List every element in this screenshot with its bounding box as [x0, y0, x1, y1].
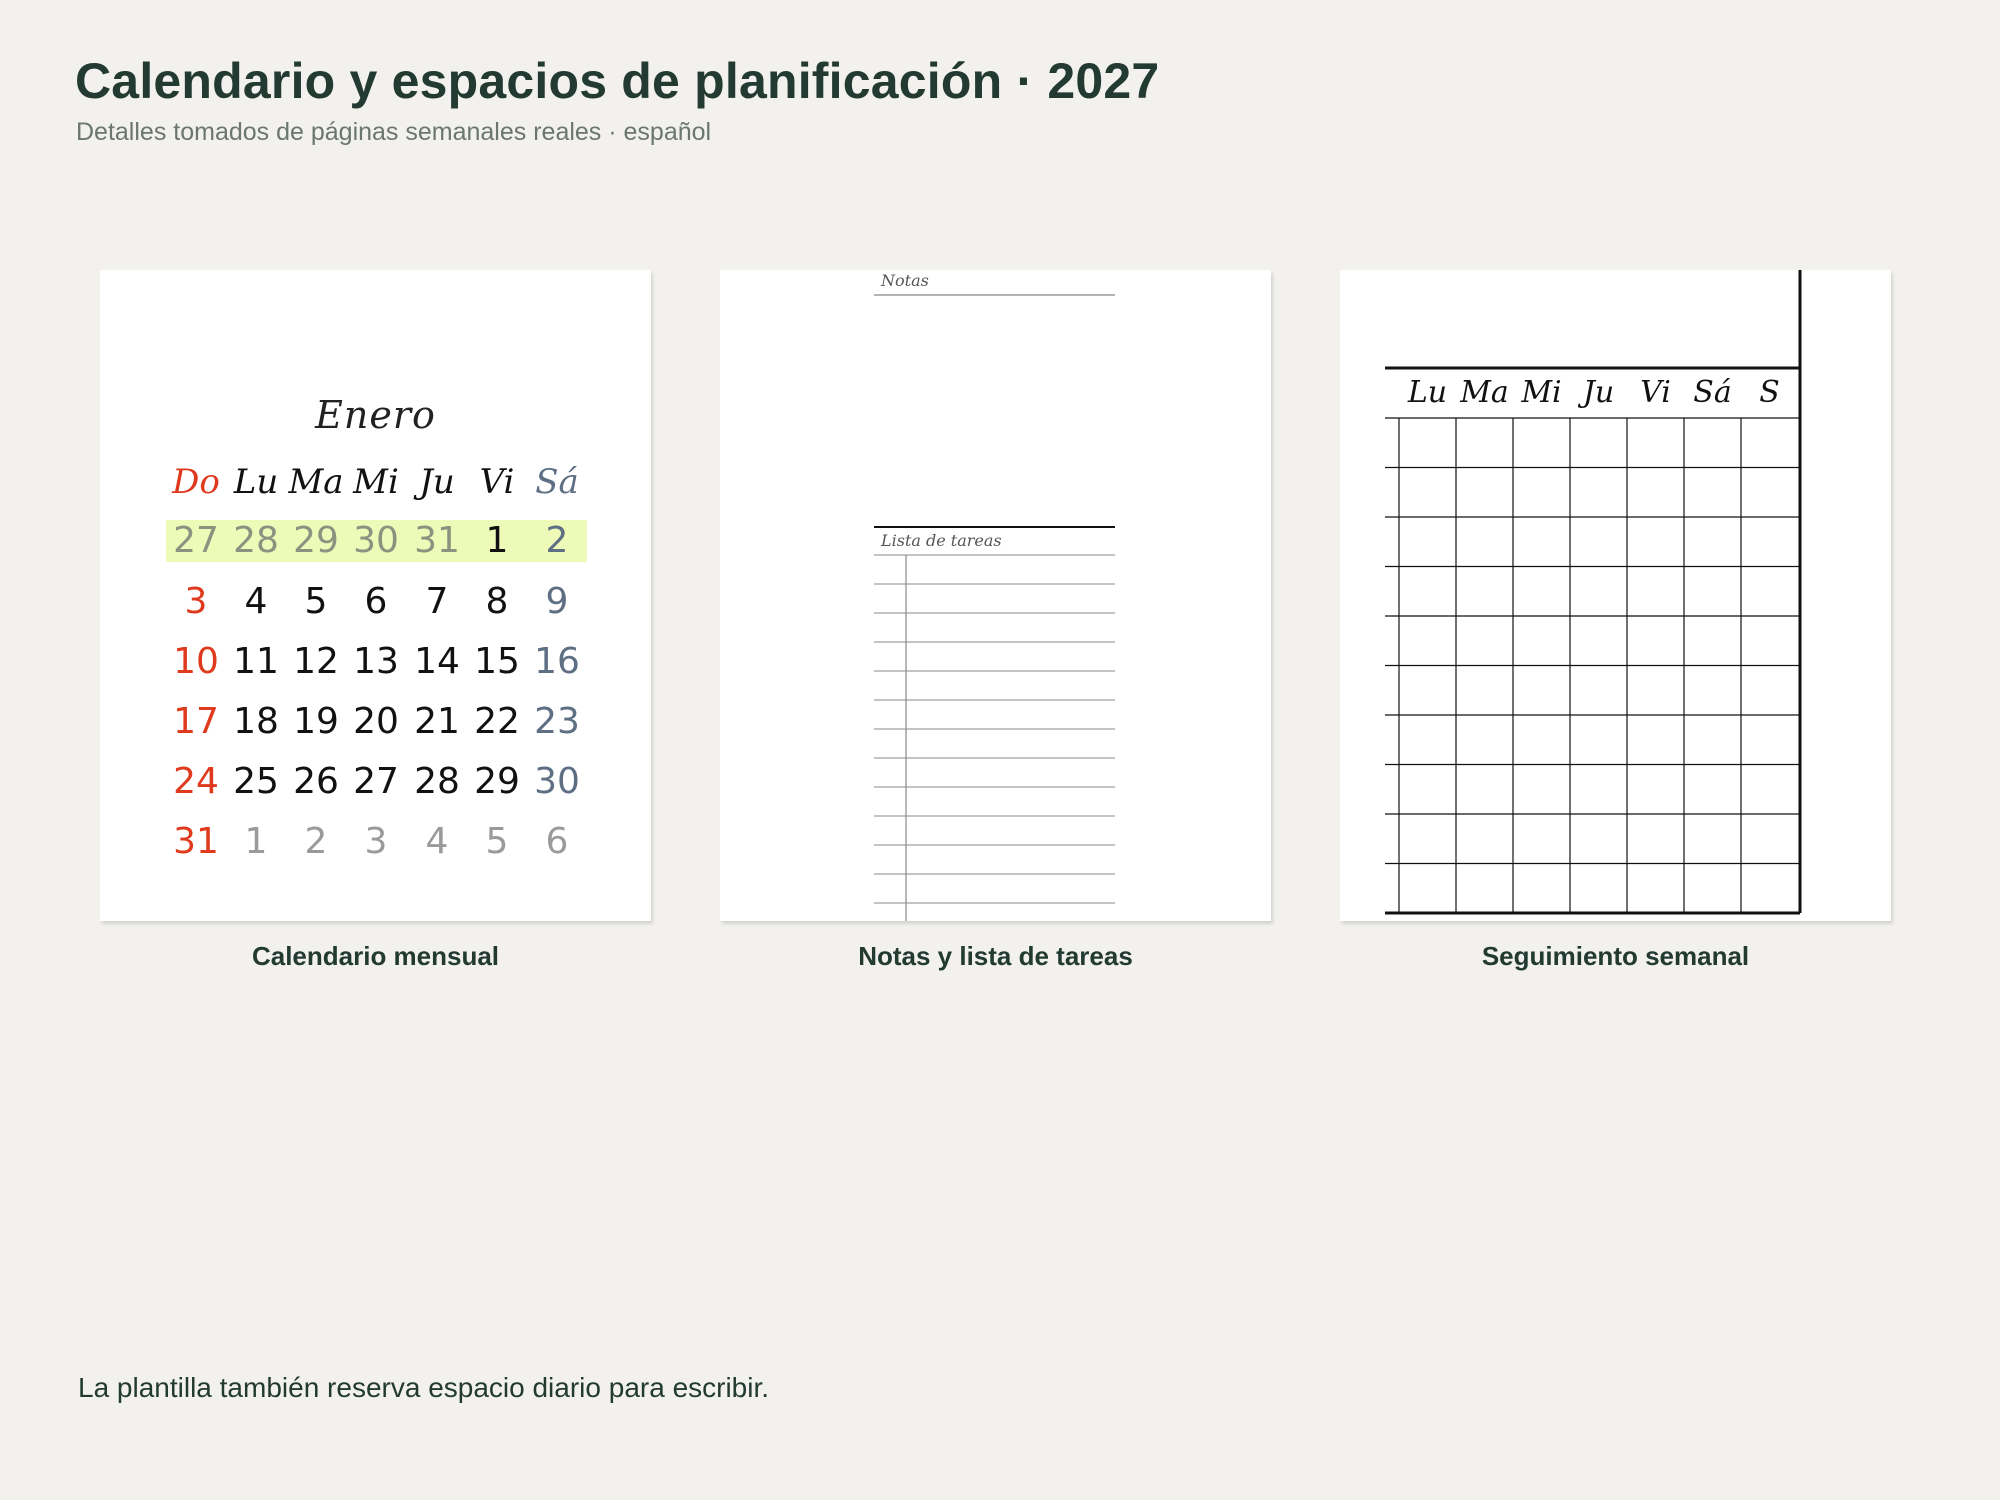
calendar-day: 2 — [304, 821, 328, 862]
weekday-header: Do — [172, 462, 220, 502]
calendar-day: 14 — [414, 641, 460, 682]
notes-label: Notas — [881, 271, 929, 290]
weekday-header: Vi — [479, 462, 515, 502]
notes-tasks-card — [720, 270, 1271, 921]
tracker-weekday: Vi — [1640, 375, 1671, 410]
calendar-day: 4 — [244, 581, 268, 622]
calendar-day: 25 — [233, 761, 279, 802]
calendar-day: 31 — [173, 821, 219, 862]
calendar-day: 31 — [414, 520, 460, 561]
calendar-day: 6 — [545, 821, 569, 862]
calendar-day: 20 — [353, 701, 399, 742]
calendar-day: 16 — [534, 641, 580, 682]
calendar-day: 6 — [364, 581, 388, 622]
tracker-weekday: Mi — [1521, 375, 1562, 410]
calendar-day: 29 — [293, 520, 339, 561]
weekly-tracker-card — [1340, 270, 1891, 921]
page-title: Calendario y espacios de planificación · 2027 — [75, 53, 1160, 109]
calendar-day: 4 — [425, 821, 449, 862]
tracker-weekday: Sá — [1693, 375, 1732, 410]
calendar-day: 15 — [474, 641, 520, 682]
calendar-day: 11 — [233, 641, 279, 682]
calendar-day: 28 — [414, 761, 460, 802]
tracker-weekday: Ma — [1460, 375, 1509, 410]
calendar-day: 17 — [173, 701, 219, 742]
weekday-header: Ma — [288, 462, 344, 502]
tracker-weekday: S — [1759, 375, 1780, 410]
calendar-day: 18 — [233, 701, 279, 742]
calendar-day: 5 — [304, 581, 328, 622]
monthly-calendar-card — [100, 270, 651, 921]
weekday-header: Lu — [233, 462, 279, 502]
calendar-day: 7 — [425, 581, 449, 622]
notes-lines — [720, 270, 1271, 921]
calendar-day: 5 — [485, 821, 509, 862]
calendar-day: 8 — [485, 581, 509, 622]
calendar-day: 27 — [353, 761, 399, 802]
calendar-day: 21 — [414, 701, 460, 742]
tracker-weekday: Ju — [1582, 375, 1615, 410]
calendar-day: 30 — [534, 761, 580, 802]
calendar-day: 30 — [353, 520, 399, 561]
weekday-header: Sá — [535, 462, 579, 502]
notes-caption: Notas y lista de tareas — [858, 941, 1133, 971]
calendar-day: 1 — [244, 821, 268, 862]
calendar-day: 19 — [293, 701, 339, 742]
calendar-day: 3 — [184, 581, 208, 622]
calendar-day: 29 — [474, 761, 520, 802]
calendar-day: 23 — [534, 701, 580, 742]
calendar-day: 3 — [364, 821, 388, 862]
calendar-day: 26 — [293, 761, 339, 802]
tracker-grid — [1340, 270, 1891, 921]
calendar-day: 10 — [173, 641, 219, 682]
calendar-day: 27 — [173, 520, 219, 561]
calendar-day: 1 — [485, 520, 509, 561]
tracker-weekday: Lu — [1407, 375, 1448, 410]
calendar-day: 12 — [293, 641, 339, 682]
tracker-caption: Seguimiento semanal — [1481, 941, 1750, 971]
calendar-day: 28 — [233, 520, 279, 561]
page-subtitle: Detalles tomados de páginas semanales reales · español — [76, 118, 712, 146]
calendar-day: 2 — [545, 520, 569, 561]
calendar-day: 24 — [173, 761, 219, 802]
calendar-caption: Calendario mensual — [251, 941, 500, 971]
footer-note: La plantilla también reserva espacio diario para escribir. — [78, 1372, 770, 1403]
weekday-header: Mi — [353, 462, 399, 502]
month-name: Enero — [315, 393, 436, 437]
calendar-day: 13 — [353, 641, 399, 682]
calendar-day: 22 — [474, 701, 520, 742]
weekday-header: Ju — [419, 462, 455, 502]
calendar-day: 9 — [545, 581, 569, 622]
tasks-label: Lista de tareas — [881, 531, 1002, 550]
